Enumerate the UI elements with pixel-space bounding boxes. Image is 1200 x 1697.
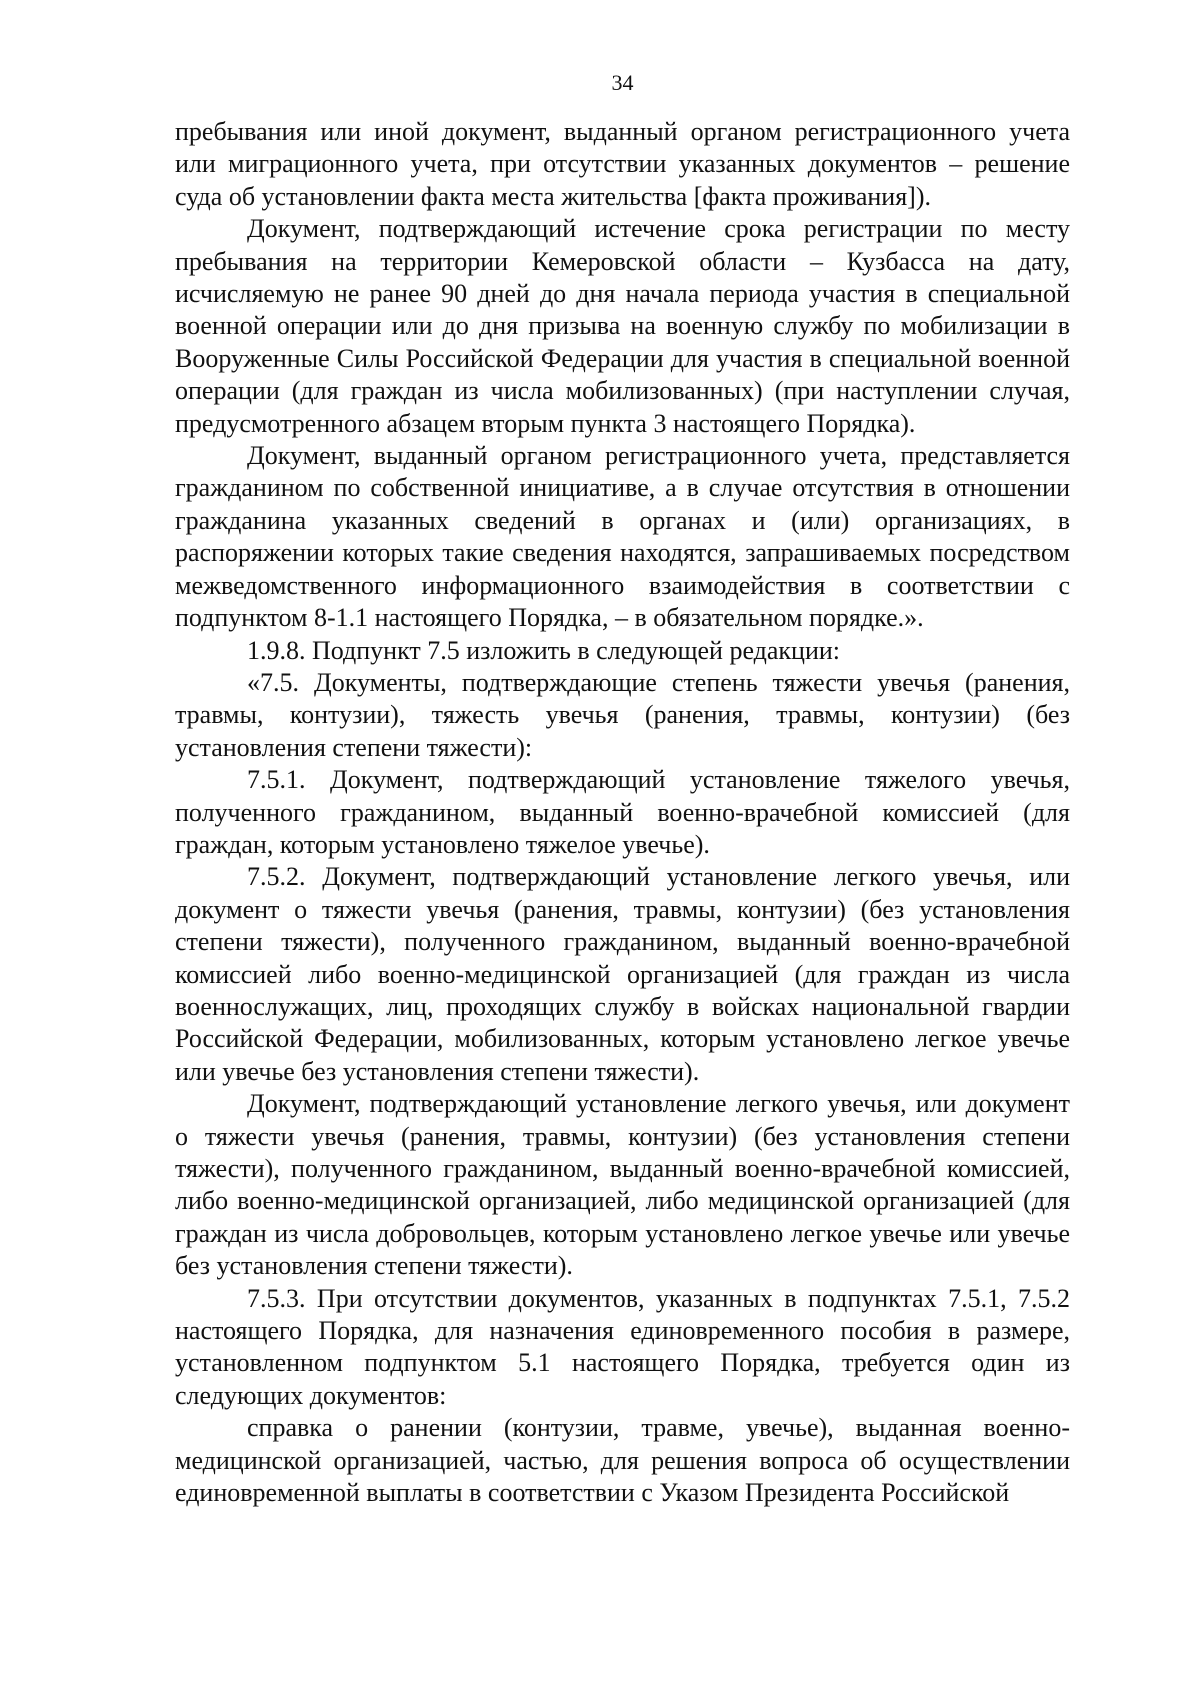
- paragraph: справка о ранении (контузии, травме, увечье), выданная военно-медицинской организацией, частью, для решения вопроса об осуществлении единовременной выплаты в соответствии с Указом Президента Российской: [175, 1413, 1070, 1508]
- paragraph: пребывания или иной документ, выданный органом регистрационного учета или миграционного учета, при отсутствии указанных документов – решение суда об установлении факта места жительства [факта проживания]).: [175, 117, 1070, 211]
- page-number: 34: [611, 70, 634, 95]
- document-body: [175, 116, 1070, 1509]
- paragraph: 7.5.2. Документ, подтверждающий установление легкого увечья, или документ о тяжести увечья (ранения, травмы, контузии) (без установления степени тяжести), полученного гражданином, выданный военно-врачебной комиссией либо военно-медицинской организацией (для граждан из числа военнослужащих, лиц, проходящих службу в войсках национальной гвардии Российской Федерации, мобилизованных, которым установлено легкое увечье или увечье без установления степени тяжести).: [175, 862, 1070, 1086]
- paragraph: Документ, выданный органом регистрационного учета, представляется гражданином по собственной инициативе, а в случае отсутствия в отношении гражданина указанных сведений в органах и (или) организациях, в распоряжении которых такие сведения находятся, запрашиваемых посредством межведомственного информационного взаимодействия в соответствии с подпунктом 8-1.1 настоящего Порядка, – в обязательном порядке.».: [175, 441, 1070, 633]
- paragraph: 1.9.8. Подпункт 7.5 изложить в следующей редакции:: [247, 635, 841, 665]
- paragraph: 7.5.3. При отсутствии документов, указанных в подпунктах 7.5.1, 7.5.2 настоящего Порядка, для назначения единовременного пособия в размере, установленном подпунктом 5.1 настоящего Порядка, требуется один из следующих документов:: [175, 1283, 1070, 1410]
- paragraph: 7.5.1. Документ, подтверждающий установление тяжелого увечья, полученного гражданином, выданный военно-врачебной комиссией (для граждан, которым установлено тяжелое увечье).: [175, 765, 1070, 859]
- paragraph: «7.5. Документы, подтверждающие степень тяжести увечья (ранения, травмы, контузии), тяжесть увечья (ранения, травмы, контузии) (без установления степени тяжести):: [175, 667, 1070, 762]
- paragraph: Документ, подтверждающий истечение срока регистрации по месту пребывания на территории Кемеровской области – Кузбасса на дату, исчисляемую не ранее 90 дней до дня начала периода участия в специальной военной операции или до дня призыва на военную службу по мобилизации в Вооруженные Силы Российской Федерации для участия в специальной военной операции (для граждан из числа мобилизованных) (при наступлении случая, предусмотренного абзацем вторым пункта 3 настоящего Порядка).: [175, 214, 1070, 438]
- paragraph: Документ, подтверждающий установление легкого увечья, или документ о тяжести увечья (ранения, травмы, контузии) (без установления степени тяжести), полученного гражданином, выданный военно-врачебной комиссией, либо военно-медицинской организацией, либо медицинской организацией (для граждан из числа добровольцев, которым установлено легкое увечье или увечье без установления степени тяжести).: [175, 1089, 1070, 1281]
